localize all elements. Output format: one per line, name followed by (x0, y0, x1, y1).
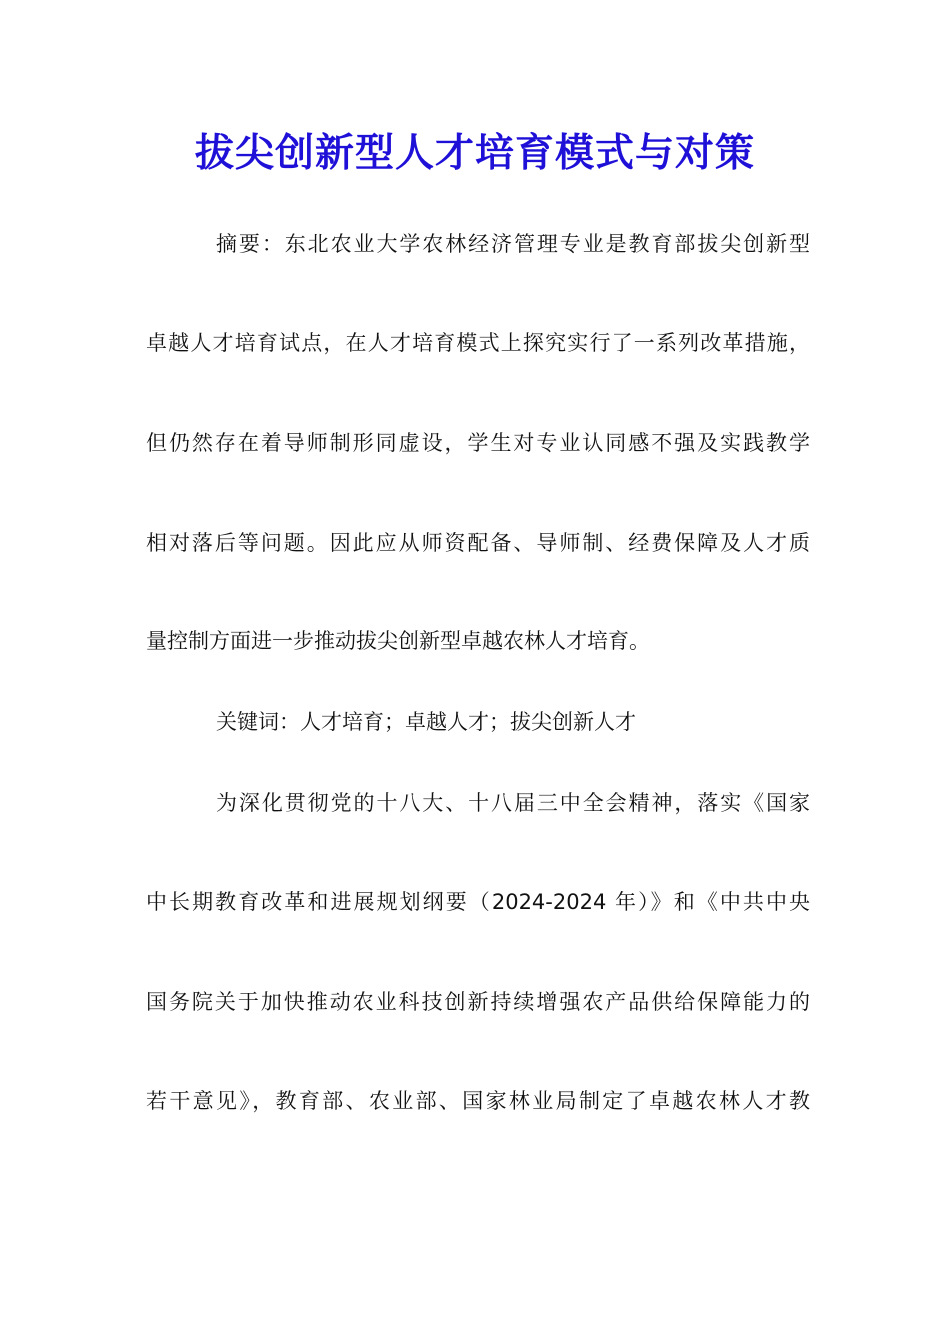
abstract-line-4: 相对落后等问题。因此应从师资配备、导师制、经费保障及人才质 (146, 531, 810, 555)
body-line-3: 国务院关于加快推动农业科技创新持续增强农产品供给保障能力的 (146, 990, 810, 1014)
body-line-1: 为深化贯彻党的十八大、十八届三中全会精神，落实《国家 (216, 791, 810, 815)
abstract-line-3: 但仍然存在着导师制形同虚设，学生对专业认同感不强及实践教学 (146, 431, 810, 455)
abstract-line-5: 量控制方面进一步推动拔尖创新型卓越农林人才培育。 (146, 629, 650, 653)
body-line-4: 若干意见》，教育部、农业部、国家林业局制定了卓越农林人才教 (146, 1089, 810, 1113)
body-line-2: 中长期教育改革和进展规划纲要（2024-2024 年）》和《中共中央 (146, 890, 810, 914)
abstract-line-1: 摘要：东北农业大学农林经济管理专业是教育部拔尖创新型 (216, 232, 810, 256)
document-title: 拔尖创新型人才培育模式与对策 (194, 130, 755, 176)
keywords-line: 关键词：人才培育；卓越人才；拔尖创新人才 (216, 710, 636, 734)
abstract-line-2: 卓越人才培育试点，在人才培育模式上探究实行了一系列改革措施， (146, 331, 810, 355)
